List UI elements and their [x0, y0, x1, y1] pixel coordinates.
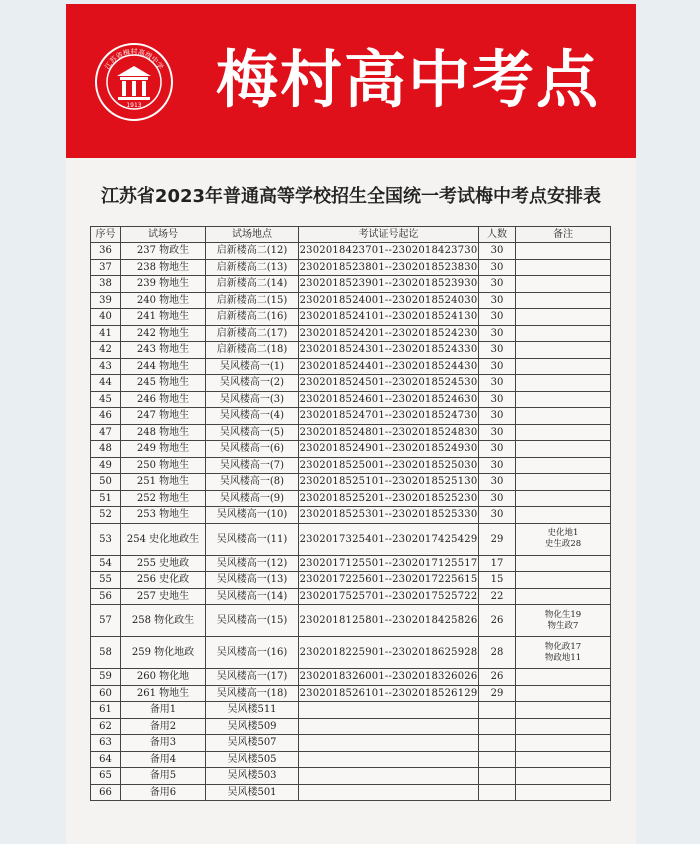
cell-note [516, 555, 611, 572]
cell-count: 15 [479, 572, 516, 589]
table-row [91, 784, 611, 801]
cell-location: 吴风楼高一(17) [206, 669, 299, 686]
cell-note [516, 685, 611, 702]
cell-room: 239 物地生 [121, 276, 206, 293]
cell-id-range: 2302018524201--2302018524230 [299, 325, 479, 342]
table-row [91, 391, 611, 408]
table-row [91, 718, 611, 735]
cell-id-range: 2302018125801--2302018425826 [299, 605, 479, 637]
table-row [91, 309, 611, 326]
cell-id-range: 2302018225901--2302018625928 [299, 637, 479, 669]
table-row [91, 358, 611, 375]
cell-location: 吴风楼高一(1) [206, 358, 299, 375]
table-row [91, 424, 611, 441]
cell-count: 30 [479, 474, 516, 491]
cell-id-range: 2302018524901--2302018524930 [299, 441, 479, 458]
header-seq: 序号 [91, 227, 121, 243]
cell-room: 249 物地生 [121, 441, 206, 458]
cell-note [516, 358, 611, 375]
cell-id-range [299, 751, 479, 768]
cell-location: 启新楼高二(16) [206, 309, 299, 326]
cell-note: 物化政17 物政地11 [516, 637, 611, 669]
cell-seq: 51 [91, 490, 121, 507]
cell-note [516, 784, 611, 801]
cell-id-range: 2302018524001--2302018524030 [299, 292, 479, 309]
cell-id-range [299, 735, 479, 752]
cell-id-range: 2302018524701--2302018524730 [299, 408, 479, 425]
cell-room: 240 物地生 [121, 292, 206, 309]
cell-room: 备用2 [121, 718, 206, 735]
table-row [91, 523, 611, 555]
cell-room: 253 物地生 [121, 507, 206, 524]
cell-count: 30 [479, 375, 516, 392]
cell-note [516, 391, 611, 408]
cell-seq: 63 [91, 735, 121, 752]
cell-count: 28 [479, 637, 516, 669]
cell-location: 吴风楼501 [206, 784, 299, 801]
cell-seq: 44 [91, 375, 121, 392]
header-room: 试场号 [121, 227, 206, 243]
table-row [91, 457, 611, 474]
cell-count: 26 [479, 669, 516, 686]
cell-location: 吴风楼高一(11) [206, 523, 299, 555]
cell-room: 备用4 [121, 751, 206, 768]
cell-room: 244 物地生 [121, 358, 206, 375]
cell-count [479, 735, 516, 752]
cell-location: 吴风楼高一(16) [206, 637, 299, 669]
cell-seq: 42 [91, 342, 121, 359]
cell-location: 吴风楼509 [206, 718, 299, 735]
cell-location: 吴风楼高一(8) [206, 474, 299, 491]
cell-location: 吴风楼高一(12) [206, 555, 299, 572]
cell-id-range: 2302017225601--2302017225615 [299, 572, 479, 589]
cell-count: 30 [479, 259, 516, 276]
cell-room: 260 物化地 [121, 669, 206, 686]
cell-id-range: 2302017325401--2302017425429 [299, 523, 479, 555]
cell-note [516, 292, 611, 309]
cell-note [516, 309, 611, 326]
cell-room: 备用6 [121, 784, 206, 801]
cell-location: 启新楼高二(17) [206, 325, 299, 342]
schedule-sheet [66, 4, 636, 844]
cell-count [479, 784, 516, 801]
cell-room: 241 物地生 [121, 309, 206, 326]
document-title: 江苏省2023年普通高等学校招生全国统一考试梅中考点安排表 [100, 186, 602, 207]
cell-count: 30 [479, 391, 516, 408]
cell-room: 238 物地生 [121, 259, 206, 276]
cell-location: 吴风楼505 [206, 751, 299, 768]
cell-note [516, 490, 611, 507]
cell-seq: 55 [91, 572, 121, 589]
header-id-range: 考试证号起讫 [299, 227, 479, 243]
cell-note [516, 768, 611, 785]
cell-id-range: 2302018326001--2302018326026 [299, 669, 479, 686]
cell-seq: 40 [91, 309, 121, 326]
cell-room: 242 物地生 [121, 325, 206, 342]
cell-note [516, 507, 611, 524]
table-row [91, 441, 611, 458]
table-row [91, 490, 611, 507]
cell-id-range: 2302018525301--2302018525330 [299, 507, 479, 524]
cell-location: 吴风楼高一(18) [206, 685, 299, 702]
cell-room: 258 物化政生 [121, 605, 206, 637]
table-row [91, 375, 611, 392]
cell-room: 251 物地生 [121, 474, 206, 491]
svg-text:江苏省梅村高级中学: 江苏省梅村高级中学 [103, 48, 165, 71]
cell-seq: 38 [91, 276, 121, 293]
table-row [91, 259, 611, 276]
cell-count: 30 [479, 292, 516, 309]
cell-id-range: 2302017125501--2302017125517 [299, 555, 479, 572]
cell-note [516, 325, 611, 342]
cell-seq: 54 [91, 555, 121, 572]
cell-count: 30 [479, 490, 516, 507]
cell-count: 22 [479, 588, 516, 605]
cell-location: 吴风楼高一(2) [206, 375, 299, 392]
cell-location: 吴风楼511 [206, 702, 299, 719]
cell-count [479, 718, 516, 735]
cell-id-range: 2302017525701--2302017525722 [299, 588, 479, 605]
cell-id-range: 2302018524301--2302018524330 [299, 342, 479, 359]
cell-room: 259 物化地政 [121, 637, 206, 669]
table-row [91, 605, 611, 637]
cell-room: 255 史地政 [121, 555, 206, 572]
cell-location: 吴风楼高一(10) [206, 507, 299, 524]
cell-note [516, 276, 611, 293]
cell-room: 246 物地生 [121, 391, 206, 408]
cell-id-range: 2302018525001--2302018525030 [299, 457, 479, 474]
cell-note [516, 718, 611, 735]
cell-count: 26 [479, 605, 516, 637]
cell-room: 237 物政生 [121, 243, 206, 260]
cell-location: 吴风楼高一(5) [206, 424, 299, 441]
cell-seq: 52 [91, 507, 121, 524]
cell-id-range: 2302018524601--2302018524630 [299, 391, 479, 408]
cell-location: 启新楼高二(18) [206, 342, 299, 359]
cell-location: 吴风楼高一(3) [206, 391, 299, 408]
banner-title: 梅村高中考点 [216, 43, 601, 116]
cell-seq: 48 [91, 441, 121, 458]
table-row [91, 768, 611, 785]
cell-note [516, 751, 611, 768]
table-row [91, 408, 611, 425]
cell-seq: 45 [91, 391, 121, 408]
cell-count [479, 751, 516, 768]
cell-room: 245 物地生 [121, 375, 206, 392]
cell-note [516, 243, 611, 260]
table-row [91, 342, 611, 359]
cell-room: 254 史化地政生 [121, 523, 206, 555]
cell-id-range: 2302018423701--2302018423730 [299, 243, 479, 260]
table-row [91, 572, 611, 589]
table-row [91, 588, 611, 605]
cell-id-range: 2302018524801--2302018524830 [299, 424, 479, 441]
cell-seq: 37 [91, 259, 121, 276]
table-row [91, 243, 611, 260]
cell-id-range: 2302018526101--2302018526129 [299, 685, 479, 702]
cell-location: 吴风楼高一(9) [206, 490, 299, 507]
cell-count [479, 702, 516, 719]
table-row [91, 685, 611, 702]
cell-seq: 47 [91, 424, 121, 441]
cell-seq: 43 [91, 358, 121, 375]
cell-location: 启新楼高二(13) [206, 259, 299, 276]
cell-note [516, 424, 611, 441]
cell-id-range [299, 702, 479, 719]
cell-id-range: 2302018524501--2302018524530 [299, 375, 479, 392]
cell-location: 吴风楼高一(7) [206, 457, 299, 474]
cell-room: 261 物地生 [121, 685, 206, 702]
cell-seq: 57 [91, 605, 121, 637]
cell-count: 30 [479, 325, 516, 342]
cell-location: 吴风楼507 [206, 735, 299, 752]
cell-count: 29 [479, 685, 516, 702]
cell-count: 30 [479, 507, 516, 524]
cell-room: 247 物地生 [121, 408, 206, 425]
cell-note [516, 259, 611, 276]
cell-room: 备用5 [121, 768, 206, 785]
table-row [91, 669, 611, 686]
cell-seq: 64 [91, 751, 121, 768]
cell-note: 物化生19 物生政7 [516, 605, 611, 637]
table-row [91, 751, 611, 768]
header-note: 备注 [516, 227, 611, 243]
table-row [91, 735, 611, 752]
cell-location: 吴风楼高一(4) [206, 408, 299, 425]
table-row [91, 276, 611, 293]
cell-seq: 56 [91, 588, 121, 605]
school-logo [94, 42, 174, 122]
cell-location: 吴风楼高一(6) [206, 441, 299, 458]
cell-location: 启新楼高二(12) [206, 243, 299, 260]
table-row [91, 637, 611, 669]
cell-count: 17 [479, 555, 516, 572]
svg-text:1913: 1913 [126, 102, 142, 109]
cell-seq: 66 [91, 784, 121, 801]
cell-note [516, 735, 611, 752]
cell-location: 吴风楼503 [206, 768, 299, 785]
table-row [91, 555, 611, 572]
cell-count: 30 [479, 358, 516, 375]
cell-room: 256 史化政 [121, 572, 206, 589]
cell-count: 30 [479, 424, 516, 441]
cell-note: 史化地1 史生政28 [516, 523, 611, 555]
exam-room-table [90, 226, 611, 801]
cell-location: 吴风楼高一(15) [206, 605, 299, 637]
cell-room: 243 物地生 [121, 342, 206, 359]
cell-count: 29 [479, 523, 516, 555]
cell-note [516, 474, 611, 491]
cell-location: 启新楼高二(15) [206, 292, 299, 309]
cell-location: 启新楼高二(14) [206, 276, 299, 293]
table-body [91, 243, 611, 801]
table-header-row [91, 227, 611, 243]
cell-seq: 53 [91, 523, 121, 555]
table-row [91, 702, 611, 719]
cell-room: 257 史地生 [121, 588, 206, 605]
cell-note [516, 588, 611, 605]
cell-count: 30 [479, 441, 516, 458]
cell-note [516, 375, 611, 392]
cell-room: 252 物地生 [121, 490, 206, 507]
cell-seq: 41 [91, 325, 121, 342]
cell-seq: 61 [91, 702, 121, 719]
cell-location: 吴风楼高一(13) [206, 572, 299, 589]
cell-seq: 50 [91, 474, 121, 491]
cell-seq: 36 [91, 243, 121, 260]
cell-seq: 39 [91, 292, 121, 309]
table-row [91, 292, 611, 309]
cell-seq: 65 [91, 768, 121, 785]
cell-location: 吴风楼高一(14) [206, 588, 299, 605]
header-count: 人数 [479, 227, 516, 243]
cell-count: 30 [479, 243, 516, 260]
cell-seq: 59 [91, 669, 121, 686]
cell-id-range [299, 784, 479, 801]
cell-room: 备用3 [121, 735, 206, 752]
cell-note [516, 408, 611, 425]
cell-room: 备用1 [121, 702, 206, 719]
cell-count: 30 [479, 342, 516, 359]
cell-seq: 58 [91, 637, 121, 669]
cell-count: 30 [479, 276, 516, 293]
cell-room: 248 物地生 [121, 424, 206, 441]
cell-seq: 46 [91, 408, 121, 425]
cell-id-range [299, 768, 479, 785]
cell-id-range [299, 718, 479, 735]
cell-count [479, 768, 516, 785]
cell-id-range: 2302018525101--2302018525130 [299, 474, 479, 491]
cell-note [516, 669, 611, 686]
cell-seq: 60 [91, 685, 121, 702]
cell-count: 30 [479, 309, 516, 326]
cell-count: 30 [479, 457, 516, 474]
cell-seq: 49 [91, 457, 121, 474]
table-row [91, 474, 611, 491]
cell-id-range: 2302018523801--2302018523830 [299, 259, 479, 276]
cell-count: 30 [479, 408, 516, 425]
cell-note [516, 457, 611, 474]
cell-note [516, 342, 611, 359]
cell-note [516, 572, 611, 589]
table-row [91, 325, 611, 342]
cell-note [516, 441, 611, 458]
header-banner [66, 4, 636, 158]
cell-note [516, 702, 611, 719]
cell-id-range: 2302018525201--2302018525230 [299, 490, 479, 507]
header-location: 试场地点 [206, 227, 299, 243]
cell-id-range: 2302018524401--2302018524430 [299, 358, 479, 375]
cell-id-range: 2302018524101--2302018524130 [299, 309, 479, 326]
cell-room: 250 物地生 [121, 457, 206, 474]
table-row [91, 507, 611, 524]
cell-id-range: 2302018523901--2302018523930 [299, 276, 479, 293]
cell-seq: 62 [91, 718, 121, 735]
